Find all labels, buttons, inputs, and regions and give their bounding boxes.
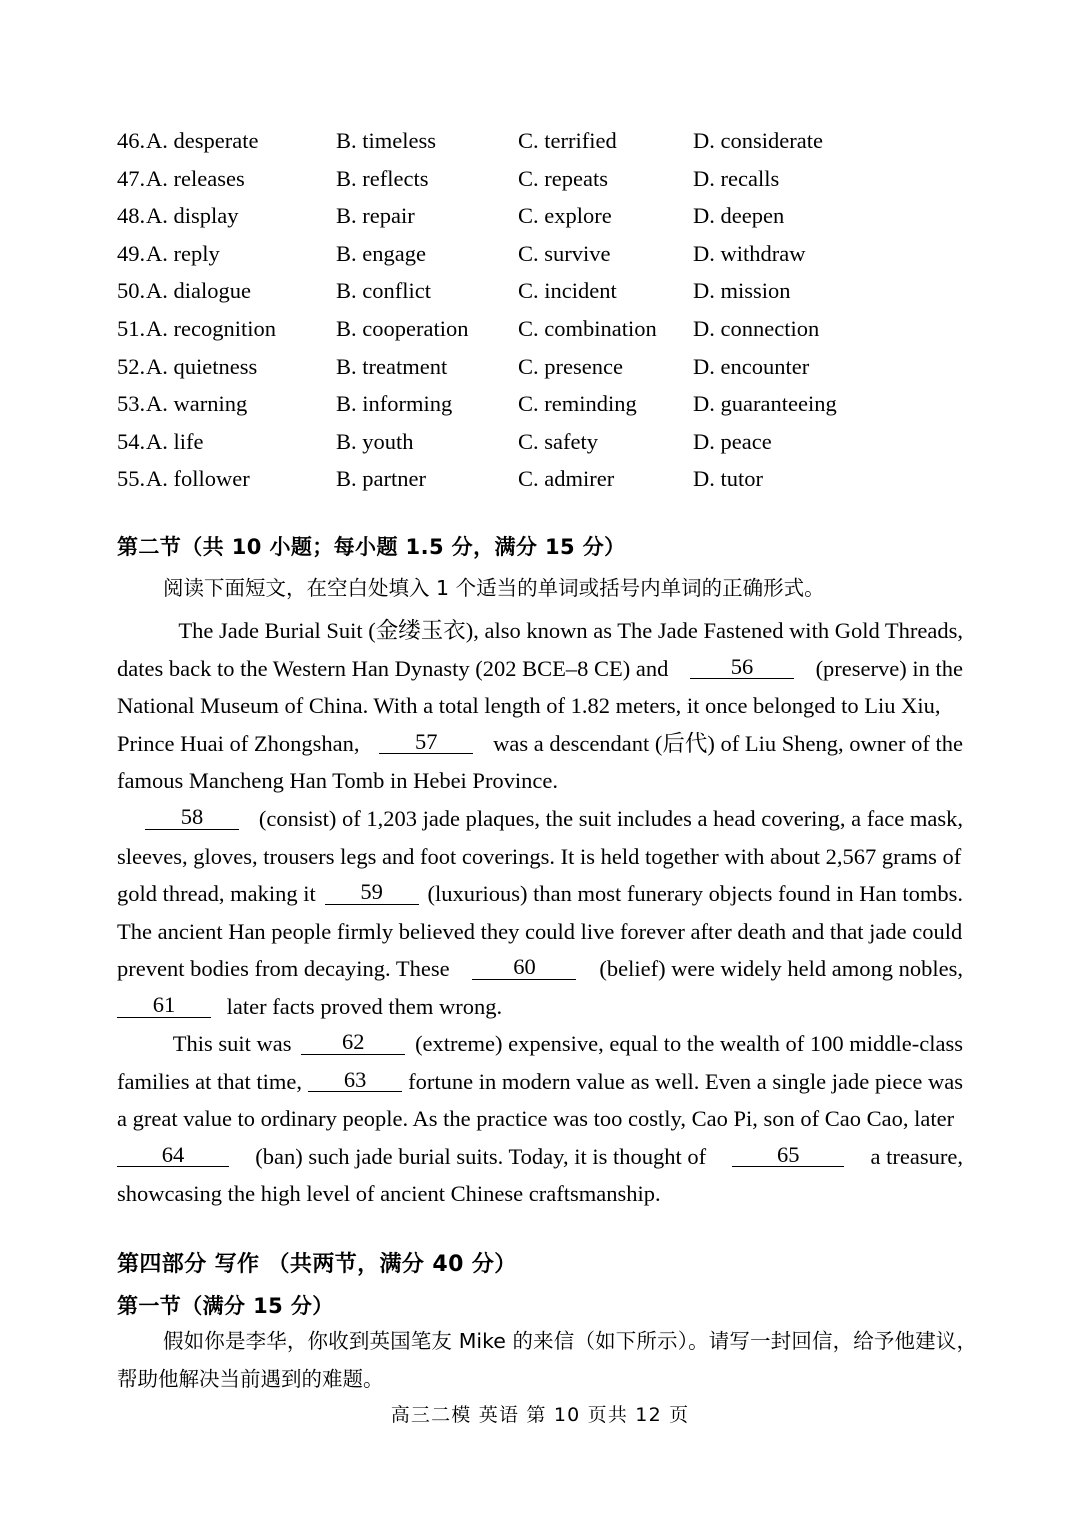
passage-text: sleeves, gloves, trousers legs and foot coverings. It is held together with about 2,567 grams of [117, 843, 962, 869]
option-b-text[interactable]: B. engage [336, 240, 426, 266]
option-d-text[interactable]: D. recalls [693, 165, 780, 191]
table-row [117, 310, 977, 348]
option-a-text[interactable]: A. recognition [146, 315, 276, 341]
blank-56[interactable]: 56 [690, 655, 794, 680]
passage-line [117, 612, 963, 650]
option-c-text[interactable]: C. admirer [518, 466, 615, 492]
passage-text: a great value to ordinary people. As the practice was too costly, Cao Pi, son of Cao Cao, later [117, 1106, 955, 1132]
option-a: 49. [117, 240, 146, 266]
part-four-section-one-heading: 第一节（满分 15 分） [117, 1294, 334, 1318]
option-b-text[interactable]: B. partner [336, 466, 426, 492]
passage-text: National Museum of China. With a total length of 1.82 meters, it once belonged to Liu Xiu, [117, 693, 941, 719]
option-c-text[interactable]: C. combination [518, 315, 657, 341]
option-a: 52. [117, 353, 146, 379]
passage-text: later facts proved them wrong. [226, 993, 503, 1019]
option-d-text[interactable]: D. considerate [693, 128, 823, 153]
passage-paragraph-3 [117, 1025, 963, 1213]
table-row [117, 272, 977, 310]
passage-line [117, 875, 963, 913]
table-row [117, 348, 977, 386]
passage-line [117, 762, 963, 800]
passage-line [117, 1138, 963, 1176]
passage-text: (luxurious) than most funerary objects found in Han tombs. [427, 881, 963, 907]
option-b-text[interactable]: B. informing [336, 391, 453, 417]
option-c-text[interactable]: C. terrified [518, 128, 617, 153]
option-d-text[interactable]: D. mission [693, 278, 791, 304]
option-c-text[interactable]: C. repeats [518, 165, 608, 191]
option-d-text[interactable]: D. withdraw [693, 240, 806, 266]
option-b-text[interactable]: B. conflict [336, 278, 431, 304]
option-a-text[interactable]: A. warning [146, 391, 248, 417]
table-row [117, 423, 977, 461]
option-a-text[interactable]: A. reply [146, 240, 220, 266]
option-d-text[interactable]: D. peace [693, 428, 772, 454]
passage-line [117, 800, 963, 838]
passage-text: The Jade Burial Suit (金缕玉衣), also known as The Jade Fastened with Gold Threads, [178, 618, 963, 643]
passage-line [117, 725, 963, 763]
blank-57[interactable]: 57 [379, 730, 473, 755]
option-d-text[interactable]: D. tutor [693, 466, 763, 492]
option-a: 54. [117, 428, 146, 454]
option-b-text[interactable]: B. cooperation [336, 315, 469, 341]
part-four-heading: 第四部分 写作 （共两节，满分 40 分） [117, 1252, 517, 1277]
option-a: 47. [117, 165, 146, 191]
passage-line [117, 838, 963, 876]
blank-65[interactable]: 65 [732, 1143, 844, 1168]
option-a-text[interactable]: A. desperate [146, 128, 259, 153]
passage-text: (consist) of 1,203 jade plaques, the suit includes a head covering, a face mask, [258, 806, 963, 831]
passage-text: (extreme) expensive, equal to the wealth of 100 middle-class [415, 1031, 963, 1056]
option-d-text[interactable]: D. deepen [693, 203, 785, 229]
passage-text: prevent bodies from decaying. These [117, 956, 450, 982]
passage-text: (ban) such jade burial suits. Today, it is thought of [255, 1143, 707, 1169]
table-row [117, 235, 977, 273]
passage-line [117, 1025, 963, 1063]
passage-line [117, 1100, 963, 1138]
blank-63[interactable]: 63 [308, 1068, 402, 1093]
blank-62[interactable]: 62 [301, 1030, 405, 1055]
table-row [117, 160, 977, 198]
blank-61[interactable]: 61 [117, 993, 211, 1018]
option-b-text[interactable]: B. treatment [336, 353, 448, 379]
option-a: 51. [117, 315, 146, 341]
passage-text: a treasure, [870, 1143, 963, 1169]
blank-59[interactable]: 59 [325, 880, 419, 905]
blank-60[interactable]: 60 [472, 955, 576, 980]
option-a: 55. [117, 466, 146, 492]
option-a-text[interactable]: A. dialogue [146, 278, 251, 304]
passage-text: fortune in modern value as well. Even a single jade piece was [408, 1068, 963, 1094]
passage-text: dates back to the Western Han Dynasty (202 BCE–8 CE) and [117, 655, 669, 681]
option-a-text[interactable]: A. follower [146, 466, 250, 492]
passage-text: was a descendant (后代) of Liu Sheng, owner of the [493, 730, 963, 756]
option-b-text[interactable]: B. timeless [336, 128, 436, 153]
passage-text: This suit was [172, 1031, 292, 1056]
option-c-text[interactable]: C. presence [518, 353, 623, 379]
passage-text: (belief) were widely held among nobles, [599, 956, 963, 982]
table-row [117, 460, 977, 498]
blank-64[interactable]: 64 [117, 1143, 229, 1168]
passage-line [117, 913, 963, 951]
passage-text: showcasing the high level of ancient Chinese craftsmanship. [117, 1181, 661, 1207]
multiple-choice-list [117, 122, 977, 498]
option-a: 53. [117, 391, 146, 417]
option-a-text[interactable]: A. releases [146, 165, 245, 191]
passage-text: gold thread, making it [117, 881, 316, 907]
option-c-text[interactable]: C. survive [518, 240, 611, 266]
option-c-text[interactable]: C. incident [518, 278, 617, 304]
passage-line [117, 650, 963, 688]
passage-line [117, 1175, 963, 1213]
writing-instruction: 假如你是李华，你收到英国笔友 Mike 的来信（如下所示）。请写一封回信，给予他建议，帮助他解决当前遇到的难题。 [117, 1329, 977, 1391]
passage-paragraph-1 [117, 612, 963, 800]
passage-text: The ancient Han people firmly believed they could live forever after death and that jade could [117, 918, 963, 944]
option-a-text[interactable]: A. quietness [146, 353, 258, 379]
option-b-text[interactable]: B. repair [336, 203, 415, 229]
option-b-text[interactable]: B. reflects [336, 165, 429, 191]
passage-line [117, 1063, 963, 1101]
passage-text: families at that time, [117, 1068, 302, 1094]
passage-line [117, 950, 963, 988]
passage-text: Prince Huai of Zhongshan, [117, 730, 360, 756]
option-c-text[interactable]: C. safety [518, 428, 598, 454]
option-d-text[interactable]: D. guaranteeing [693, 391, 837, 417]
option-a: 50. [117, 278, 146, 304]
table-row [117, 122, 977, 160]
option-d-text[interactable]: D. encounter [693, 353, 810, 379]
table-row [117, 197, 977, 235]
option-d-text[interactable]: D. connection [693, 315, 820, 341]
passage-line [117, 687, 963, 725]
page-footer: 高三二模 英语 第 10 页共 12 页 [390, 1404, 690, 1426]
option-a-text[interactable]: A. life [146, 428, 204, 454]
section-two-instruction: 阅读下面短文，在空白处填入 1 个适当的单词或括号内单词的正确形式。 [163, 576, 825, 600]
passage-line [117, 988, 963, 1026]
option-c-text[interactable]: C. reminding [518, 391, 637, 417]
passage-paragraph-2 [117, 800, 963, 1026]
option-c-text[interactable]: C. explore [518, 203, 612, 229]
option-a: 46. [117, 128, 146, 153]
section-two-heading: 第二节（共 10 小题；每小题 1.5 分，满分 15 分） [117, 535, 626, 559]
option-a: 48. [117, 203, 146, 229]
table-row [117, 385, 977, 423]
passage-text: (preserve) in the [815, 655, 963, 681]
blank-58[interactable]: 58 [145, 805, 239, 830]
passage-text: famous Mancheng Han Tomb in Hebei Province. [117, 768, 559, 794]
option-b-text[interactable]: B. youth [336, 428, 414, 454]
option-a-text[interactable]: A. display [146, 203, 239, 229]
